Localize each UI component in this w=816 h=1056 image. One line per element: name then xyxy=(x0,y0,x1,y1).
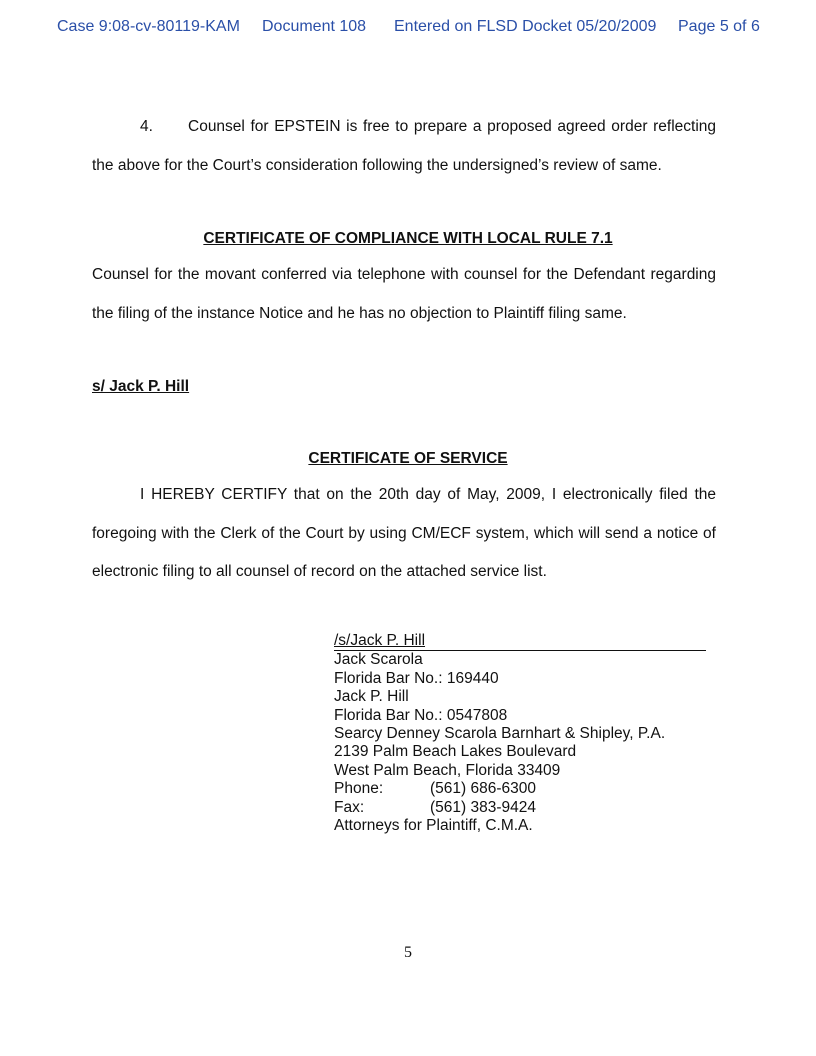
paragraph-4 xyxy=(92,108,716,185)
city-address: West Palm Beach, Florida 33409 xyxy=(334,761,561,779)
phone-label: Phone: xyxy=(334,780,384,798)
signature-line: /s/Jack P. Hill xyxy=(334,632,706,651)
compliance-signature: s/ Jack P. Hill xyxy=(92,378,190,395)
phone-value: (561) 686-6300 xyxy=(430,780,536,798)
street-address: 2139 Palm Beach Lakes Boulevard xyxy=(334,743,577,761)
phone-row xyxy=(334,780,706,798)
document-number: Document 108 xyxy=(262,18,367,35)
case-number: Case 9:08-cv-80119-KAM xyxy=(57,18,240,35)
page-indicator: Page 5 of 6 xyxy=(678,18,760,35)
fax-row xyxy=(334,799,706,817)
attorney-name-2: Jack P. Hill xyxy=(334,688,409,706)
docket-entry: Entered on FLSD Docket 05/20/2009 xyxy=(394,18,657,35)
fax-label: Fax: xyxy=(334,798,365,816)
compliance-heading: CERTIFICATE OF COMPLIANCE WITH LOCAL RULE 7.1 xyxy=(203,230,613,247)
bar-number-2: Florida Bar No.: 0547808 xyxy=(334,706,508,724)
firm-name: Searcy Denney Scarola Barnhart & Shipley, P.A. xyxy=(334,725,666,743)
service-text: I HEREBY CERTIFY that on the 20th day of May, 2009, I electronically filed the foregoing with the Clerk of the Court by using CM/ECF system, which will send a notice of electronic filing to all counsel of record on the attached service list. xyxy=(92,486,716,580)
service-heading: CERTIFICATE OF SERVICE xyxy=(308,450,508,467)
attorneys-for: Attorneys for Plaintiff, C.M.A. xyxy=(334,817,533,835)
page-number: 5 xyxy=(404,944,412,961)
attorney-name-1: Jack Scarola xyxy=(334,651,423,669)
compliance-text: Counsel for the movant conferred via telephone with counsel for the Defendant regarding the filing of the instance Notice and he has no objection to Plaintiff filing same. xyxy=(92,266,716,322)
signature-block xyxy=(334,632,706,835)
fax-value: (561) 383-9424 xyxy=(430,798,536,816)
paragraph-4-text: Counsel for EPSTEIN is free to prepare a proposed agreed order reflecting the above for the Court’s consideration following the undersigned’s review of same. xyxy=(92,118,716,174)
bar-number-1: Florida Bar No.: 169440 xyxy=(334,669,499,687)
service-paragraph xyxy=(92,476,716,592)
paragraph-number: 4. xyxy=(140,118,153,135)
